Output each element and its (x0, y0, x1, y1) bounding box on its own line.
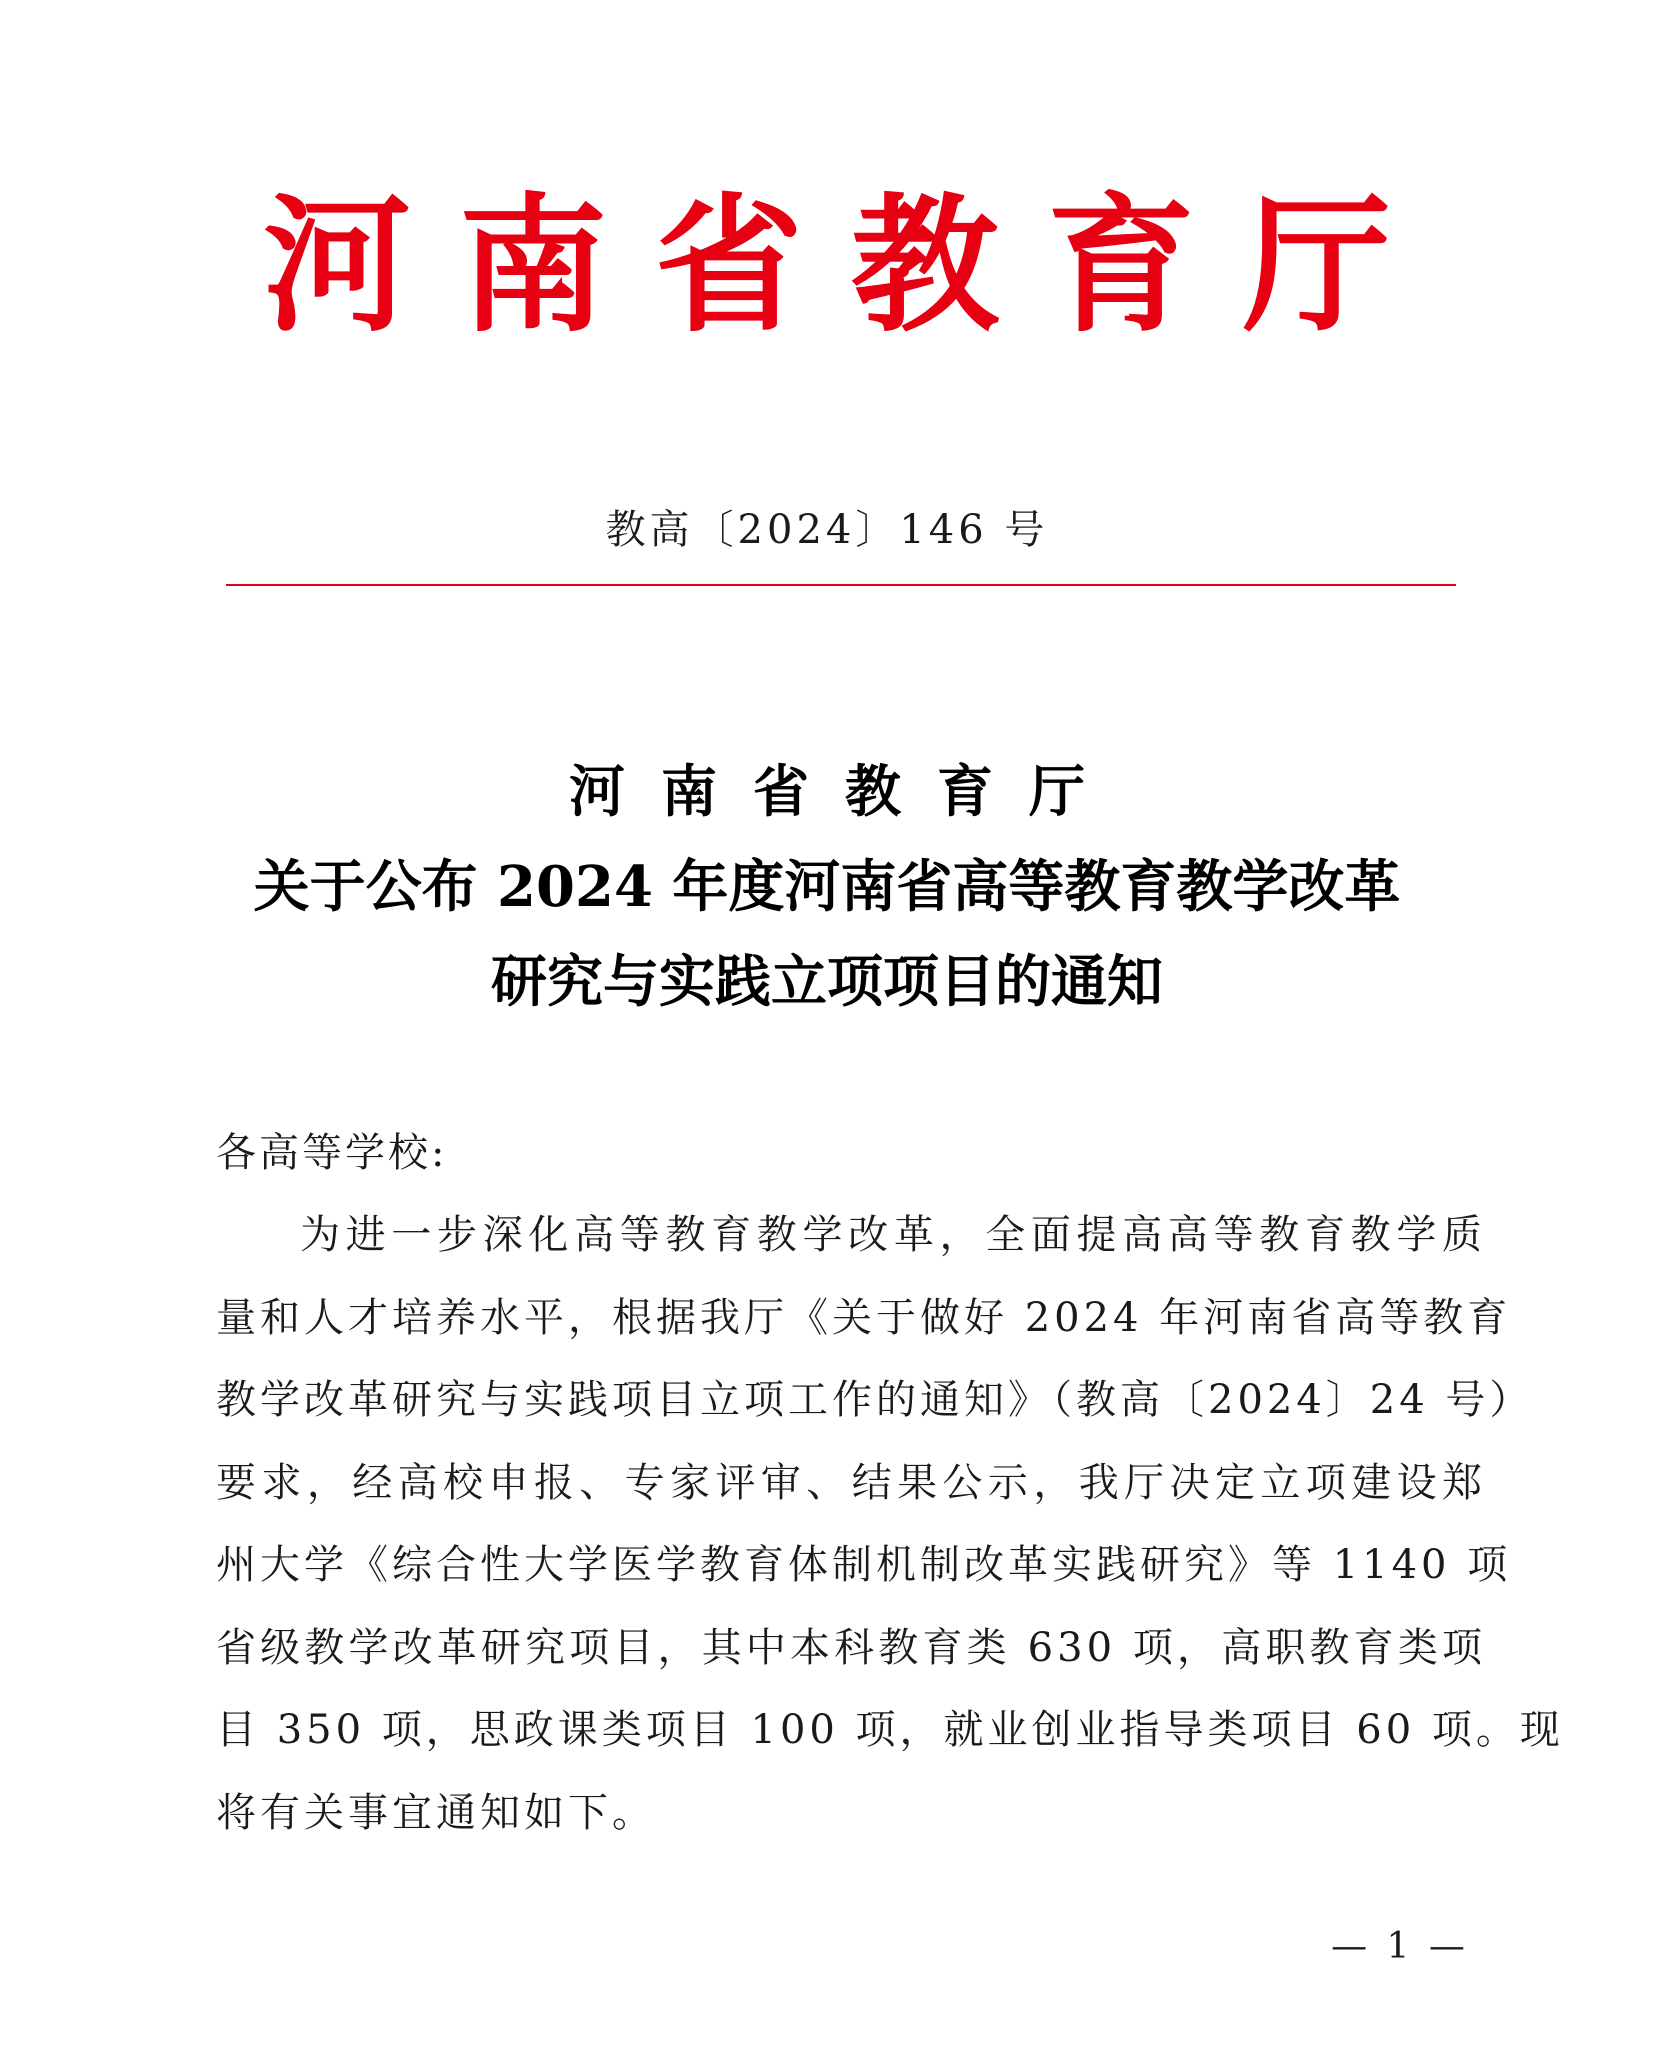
title-line-issuer: 河南省教育厅 (569, 759, 1121, 825)
title-line-subject-2: 研究与实践立项项目的通知 (491, 949, 1163, 1015)
salutation: 各高等学校: (216, 1130, 448, 1176)
paragraph-line: 省级教学改革研究项目，其中本科教育类 630 项，高职教育类项 (216, 1624, 1486, 1671)
paragraph-line: 为进一步深化高等教育教学改革，全面提高高等教育教学质 (300, 1212, 1486, 1258)
red-divider-line (226, 584, 1456, 586)
paragraph-line: 量和人才培养水平，根据我厅《关于做好 2024 年河南省高等教育 (216, 1294, 1512, 1341)
document-title (0, 745, 1654, 1030)
title-line-subject-1: 关于公布 2024 年度河南省高等教育教学改革 (253, 854, 1401, 920)
paragraph-line: 要求，经高校申报、专家评审、结果公示，我厅决定立项建设郑 (216, 1459, 1486, 1506)
document-body (216, 1112, 1564, 1854)
paragraph-line: 目 350 项，思政课类项目 100 项，就业创业指导类项目 60 项。现 (216, 1707, 1564, 1753)
paragraph-line: 州大学《综合性大学医学教育体制机制改革实践研究》等 1140 项 (216, 1542, 1512, 1588)
document-number: 教高〔2024〕146 号 (605, 507, 1049, 553)
paragraph-line: 教学改革研究与实践项目立项工作的通知》（教高〔2024〕24 号） (216, 1377, 1534, 1423)
page-number: — 1 — (1331, 1926, 1469, 1967)
paragraph-line: 将有关事宜通知如下。 (216, 1789, 656, 1836)
body-paragraph (216, 1194, 1564, 1854)
masthead-title: 河南省教育厅 (263, 178, 1439, 352)
